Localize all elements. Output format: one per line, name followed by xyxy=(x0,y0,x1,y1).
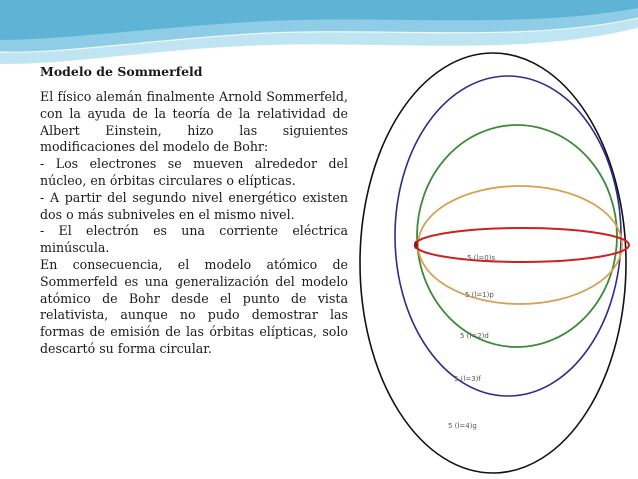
sommerfeld-orbit-diagram xyxy=(356,48,638,479)
orbit-s xyxy=(415,228,629,262)
orbit-label-d: 5 (l=2)d xyxy=(460,332,489,340)
paragraph-intro: El físico alemán finalmente Arnold Sommerfeld, con la ayuda de la teoría de la relatividad de Albert Einstein, hizo las siguientes modificaciones del modelo de Bohr: xyxy=(40,89,348,155)
text-content xyxy=(40,64,348,358)
orbit-d xyxy=(417,125,617,347)
orbit-g xyxy=(360,53,626,473)
nucleus xyxy=(414,241,418,249)
orbit-p xyxy=(418,186,622,304)
slide-title: Modelo de Sommerfeld xyxy=(40,64,203,79)
orbit-label-f: 5 (l=3)f xyxy=(454,375,481,383)
paragraph-point-3: - El electrón es una corriente eléctrica minúscula. xyxy=(40,223,348,256)
orbit-label-s: 5 (l=0)s xyxy=(467,254,496,262)
orbit-label-g: 5 (l=4)g xyxy=(448,422,477,430)
paragraph-point-1: - Los electrones se mueven alrededor del núcleo, en órbitas circulares o elípticas. xyxy=(40,156,348,188)
paragraph-conclusion: En consecuencia, el modelo atómico de Sommerfeld es una generalización del modelo atómico de Bohr desde el punto de vista relativista, aunque no pudo demostrar las formas de emisión de las órbitas elípticas, solo descartó su forma circular. xyxy=(40,256,348,356)
orbit-label-p: 5 (l=1)p xyxy=(465,291,494,299)
paragraph-point-2: - A partir del segundo nivel energético existen dos o más subniveles en el mismo nivel. xyxy=(40,189,348,222)
